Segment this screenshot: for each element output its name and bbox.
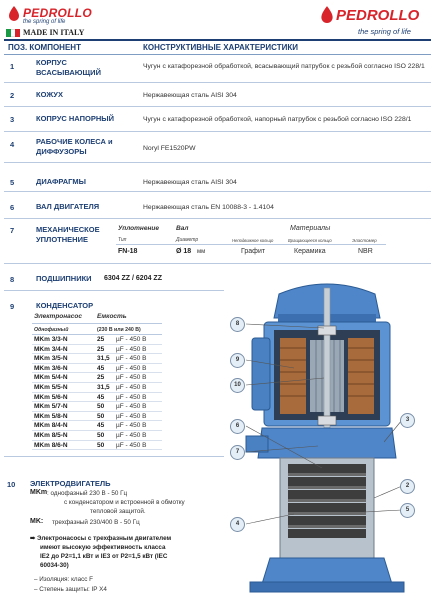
- seal-fixed-value: Графит: [241, 248, 266, 255]
- made-in-italy-block: [4, 27, 94, 39]
- capacitor-value: 45: [97, 393, 105, 401]
- capacitor-value: 50: [97, 431, 105, 439]
- callout-9: 9: [230, 353, 245, 368]
- capacitor-model: MKm 8/5-N: [34, 431, 68, 439]
- pedrollo-logo-icon: [6, 5, 22, 21]
- row-3-value: Чугун с катафорезной обработкой, напорный патрубок с резьбой согласно ISO 228/1: [143, 116, 412, 123]
- motor-mk-tag: MK:: [30, 518, 44, 525]
- capacitor-row: [32, 402, 162, 412]
- row-5-value: Нержавеющая сталь AISI 304: [143, 179, 237, 186]
- row-6-label: ВАЛ ДВИГАТЕЛЯ: [36, 202, 100, 211]
- seal-type-value: FN-18: [118, 248, 138, 255]
- capacitor-unit: µF - 450 В: [116, 374, 147, 382]
- capacitor-value: 50: [97, 403, 105, 411]
- capacitor-unit: µF - 450 В: [116, 431, 147, 439]
- row-7-num: 7: [10, 226, 15, 235]
- italian-flag-icon: [6, 29, 20, 37]
- seal-col-shaft: Вал: [176, 225, 189, 232]
- row-9-label: КОНДЕНСАТОР: [36, 301, 94, 310]
- capacitor-model: MKm 5/7-N: [34, 403, 68, 411]
- seal-col-seal: Уплотнение: [118, 225, 159, 232]
- motor-insulation: – Изоляция: класс F: [34, 576, 93, 583]
- column-header-characteristics: КОНСТРУКТИВНЫЕ ХАРАКТЕРИСТИКИ: [143, 43, 298, 52]
- capacitor-row: [32, 335, 162, 345]
- capacitor-value: 45: [97, 422, 105, 430]
- seal-rot-value: Керамика: [294, 248, 326, 255]
- capacitor-value: 31,5: [97, 383, 110, 391]
- capacitor-model: MKm 3/4-N: [34, 345, 68, 353]
- row-3-label: КОПРУС НАПОРНЫЙ: [36, 114, 114, 123]
- capacitor-row: [32, 412, 162, 422]
- capacitor-row: [32, 345, 162, 355]
- motor-note-1: ➠ Электронасосы с трехфазным двигателем: [30, 535, 172, 542]
- seal-sub-fixed: Неподвижное кольцо: [232, 238, 274, 243]
- row-8-num: 8: [10, 275, 15, 284]
- capacitor-model: MKm 3/3-N: [34, 336, 68, 343]
- row-3-num: 3: [10, 115, 15, 124]
- motor-mkm-tag: MKm: [30, 489, 48, 496]
- motor-protection: – Степень защиты: IP X4: [34, 586, 107, 593]
- capacitor-model: MKm 8/4-N: [34, 422, 68, 430]
- motor-note-4: 60034-30): [40, 562, 69, 569]
- capacitor-row: [32, 393, 162, 403]
- cap-col-cap: Емкость: [97, 313, 127, 320]
- capacitor-unit: µF - 450 В: [116, 336, 147, 343]
- capacitor-unit: µF - 450 В: [116, 403, 147, 411]
- row-1-label-1: КОРПУС: [36, 58, 67, 67]
- made-in-italy-label: MADE IN ITALY: [23, 28, 85, 37]
- pump-cross-section-drawing: [224, 268, 430, 598]
- callout-6: 6: [230, 419, 245, 434]
- seal-diam-unit: мм: [197, 249, 206, 255]
- callout-5: 5: [400, 503, 415, 518]
- seal-sub-rot: Вращающееся кольцо: [288, 238, 332, 243]
- row-1-label-2: ВСАСЫВАЮЩИЙ: [36, 68, 101, 77]
- row-6-num: 6: [10, 203, 15, 212]
- capacitor-value: 31,5: [97, 355, 110, 363]
- motor-mkm-1: : однофазный 230 В - 50 Гц: [47, 490, 128, 497]
- capacitor-row: [32, 354, 162, 364]
- capacitor-value: 25: [97, 336, 105, 343]
- capacitor-row: [32, 431, 162, 441]
- row-4-label-1: РАБОЧИЕ КОЛЕСА и: [36, 137, 113, 146]
- capacitor-model: MKm 5/6-N: [34, 393, 68, 401]
- callout-10: 10: [230, 378, 245, 393]
- row-5-label: ДИАФРАГМЫ: [36, 177, 86, 186]
- header-right-logo: [318, 5, 432, 41]
- capacitor-unit: µF - 450 В: [116, 345, 147, 353]
- row-4-value: Noryl FE1520PW: [143, 145, 196, 152]
- motor-note-2: имеют высокую эффективность класса: [40, 544, 166, 551]
- row-7-label-2: УПЛОТНЕНИЕ: [36, 235, 88, 244]
- capacitor-model: MKm 5/5-N: [34, 383, 68, 391]
- seal-sub-type: Тип: [118, 237, 127, 243]
- capacitor-unit: µF - 450 В: [116, 355, 147, 363]
- row-1-num: 1: [10, 62, 15, 71]
- callout-8: 8: [230, 317, 245, 332]
- callout-4: 4: [230, 517, 245, 532]
- tagline-left: the spring of life: [23, 19, 66, 25]
- capacitor-row: [32, 364, 162, 374]
- capacitor-unit: µF - 450 В: [116, 393, 147, 401]
- row-7-label-1: МЕХАНИЧЕСКОЕ: [36, 225, 100, 234]
- brand-name-right: PEDROLLO: [336, 7, 420, 24]
- row-10-label: ЭЛЕКТРОДВИГАТЕЛЬ: [30, 479, 111, 488]
- column-header-component: ПОЗ. КОМПОНЕНТ: [8, 43, 81, 52]
- capacitor-model: MKm 8/6-N: [34, 441, 68, 449]
- seal-diam-value: Ø 18: [176, 248, 192, 255]
- capacitor-value: 25: [97, 374, 105, 382]
- capacitor-model: MKm 3/6-N: [34, 364, 68, 372]
- motor-mkm-2: с конденсатором и встроенной в обмотку: [64, 499, 185, 506]
- cap-col-pump: Электронасос: [34, 313, 83, 320]
- callout-2: 2: [400, 479, 415, 494]
- pedrollo-drop-icon: [318, 5, 336, 23]
- capacitor-value: 25: [97, 345, 105, 353]
- capacitor-unit: µF - 450 В: [116, 364, 147, 372]
- tagline-right: the spring of life: [358, 27, 411, 36]
- seal-sub-elast: Эластомер: [352, 238, 377, 243]
- capacitor-unit: µF - 450 В: [116, 422, 147, 430]
- row-5-num: 5: [10, 178, 15, 187]
- capacitor-model: MKm 5/8-N: [34, 412, 68, 420]
- row-2-label: КОЖУХ: [36, 90, 63, 99]
- row-2-value: Нержавеющая сталь AISI 304: [143, 92, 237, 99]
- motor-note-3: IE2 до P2=1,1 кВт и IE3 от P2=1,5 кВт (IEC: [40, 553, 168, 560]
- capacitor-row: [32, 441, 162, 451]
- seal-sub-diam: Диаметр: [176, 237, 199, 243]
- capacitor-unit: µF - 450 В: [116, 441, 147, 449]
- motor-mk-1: трехфазный 230/400 В - 50 Гц: [52, 519, 140, 526]
- capacitor-unit: µF - 450 В: [116, 383, 147, 391]
- row-4-num: 4: [10, 140, 15, 149]
- row-4-label-2: ДИФФУЗОРЫ: [36, 147, 87, 156]
- row-8-label: ПОДШИПНИКИ: [36, 274, 92, 283]
- capacitor-value: 50: [97, 441, 105, 449]
- capacitor-row: [32, 373, 162, 383]
- capacitor-value: 50: [97, 412, 105, 420]
- row-8-value: 6304 ZZ / 6204 ZZ: [104, 275, 162, 282]
- callout-7: 7: [230, 445, 245, 460]
- row-2-num: 2: [10, 91, 15, 100]
- capacitor-row: [32, 421, 162, 431]
- brand-name-left: PEDROLLO: [23, 6, 93, 20]
- seal-elast-value: NBR: [358, 248, 373, 255]
- capacitor-value: 45: [97, 364, 105, 372]
- seal-col-materials: Материалы: [290, 225, 331, 232]
- row-6-value: Нержавеющая сталь EN 10088-3 - 1.4104: [143, 204, 274, 211]
- capacitor-model: MKm 5/4-N: [34, 374, 68, 382]
- row-1-value: Чугун с катафорезной обработкой, всасывающий патрубок с резьбой согласно ISO 228/1: [143, 63, 425, 70]
- capacitor-model: MKm 3/5-N: [34, 355, 68, 363]
- callout-3: 3: [400, 413, 415, 428]
- motor-mkm-3: тепловой защитой.: [90, 508, 146, 515]
- row-9-num: 9: [10, 302, 15, 311]
- row-10-num: 10: [7, 480, 16, 489]
- capacitor-table: [32, 335, 162, 450]
- cap-sub-volt: (230 В или 240 В): [97, 327, 141, 333]
- capacitor-unit: µF - 450 В: [116, 412, 147, 420]
- cap-sub-phase: Однофазный: [34, 327, 69, 333]
- capacitor-row: [32, 383, 162, 393]
- header-left-logo: [6, 5, 136, 27]
